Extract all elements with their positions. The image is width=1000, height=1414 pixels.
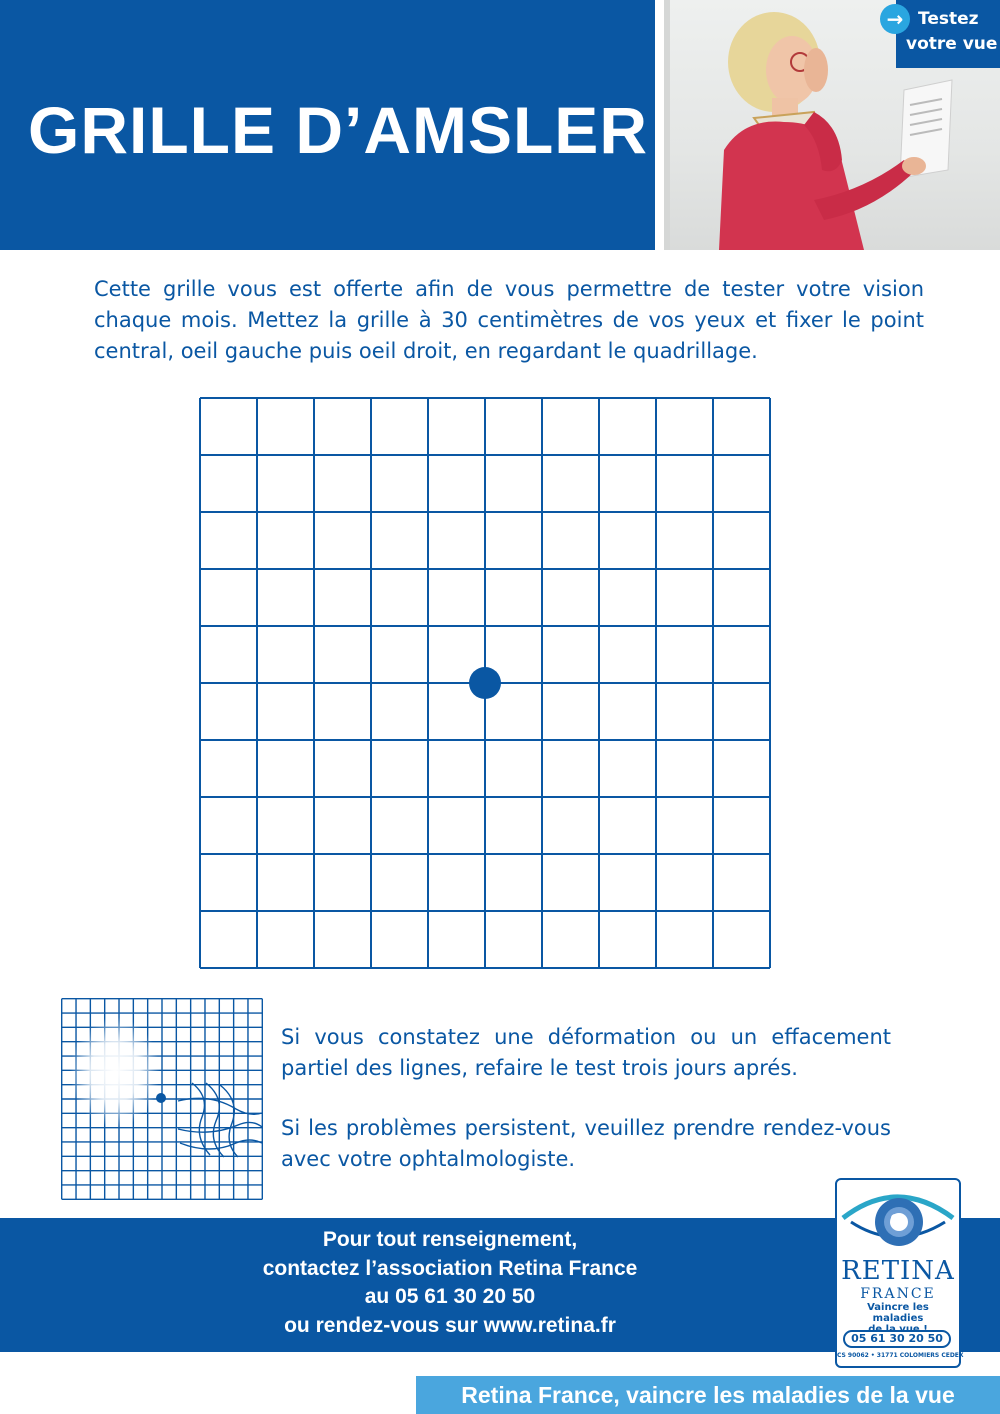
- small-center-dot: [156, 1093, 166, 1103]
- eye-icon: [837, 1182, 959, 1262]
- contact-website[interactable]: ou rendez-vous sur www.retina.fr: [284, 1313, 616, 1337]
- contact-line-1: Pour tout renseignement,: [322, 1228, 578, 1251]
- center-fixation-dot: [469, 667, 501, 699]
- badge-line-2: votre vue: [906, 34, 998, 54]
- advice-paragraph-2: Si les problèmes persistent, veuillez prendre rendez-vous avec votre ophtalmologiste.: [281, 1116, 891, 1171]
- photo-woman-testing-vision: [664, 0, 1000, 250]
- logo-phone: 05 61 30 20 50: [843, 1330, 951, 1348]
- distorted-grid-example: [60, 997, 264, 1201]
- footer-band: [416, 1376, 1000, 1414]
- footer-slogan: Retina France, vaincre les maladies de la vue: [461, 1382, 955, 1408]
- contact-phone: au 05 61 30 20 50: [364, 1285, 536, 1308]
- logo-tagline-2: de la vue !: [868, 1324, 928, 1335]
- logo-address: CS 90062 • 31771 COLOMIERS CEDEX: [837, 1352, 964, 1359]
- logo-brand: RETINA: [841, 1256, 955, 1286]
- advice-paragraph-1: Si vous constatez une déformation ou un effacement partiel des lignes, refaire le test trois jours aprés.: [281, 1025, 891, 1080]
- badge-line-1: Testez: [918, 9, 979, 29]
- amsler-grid: [198, 396, 772, 970]
- logo-tagline-1: Vaincre les maladies: [867, 1302, 929, 1324]
- contact-info: [160, 1226, 740, 1340]
- contact-line-2: contactez l’association Retina France: [262, 1256, 638, 1280]
- intro-paragraph: Cette grille vous est offerte afin de vous permettre de tester votre vision chaque mois. Mettez la grille à 30 centimètres de vos yeux et fixer le point central, oeil gauche puis oeil droit, en regardant le quadrillage.: [94, 277, 924, 363]
- arrow-right-icon: →: [880, 4, 910, 34]
- logo-sub: FRANCE: [860, 1286, 936, 1302]
- page-title: GRILLE D’AMSLER: [28, 93, 648, 167]
- test-vision-badge: [886, 0, 1000, 68]
- retina-france-logo: [835, 1178, 964, 1368]
